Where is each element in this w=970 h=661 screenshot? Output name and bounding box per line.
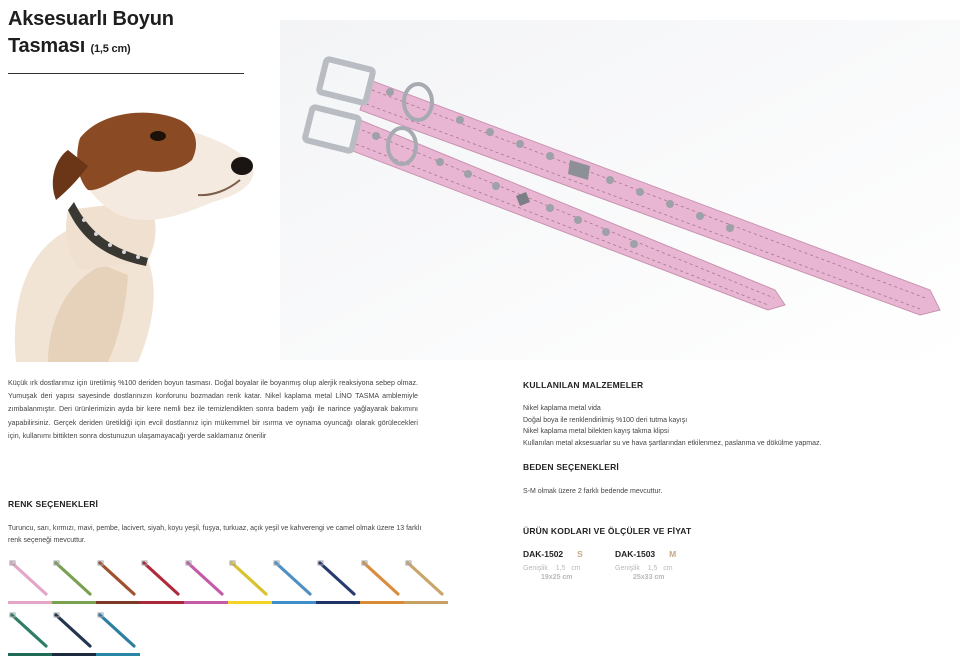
mini-collar-icon xyxy=(52,610,96,652)
width-label: Genişlik xyxy=(615,565,640,572)
color-swatch xyxy=(96,558,140,604)
color-bar xyxy=(52,653,96,656)
sizes-text: S-M olmak üzere 2 farklı bedende mevcuttur. xyxy=(523,488,663,495)
color-swatch xyxy=(316,558,360,604)
product-title xyxy=(8,6,174,63)
mini-collar-icon xyxy=(52,558,96,600)
mini-collar-icon xyxy=(96,558,140,600)
colors-text: Turuncu, sarı, kırmızı, mavi, pembe, lacivert, siyah, koyu yeşil, fuşya, turkuaz, açık yeşil ve kahverengi ve camel olmak üzere 13 farklı renk seçeneği mevcuttur. xyxy=(8,525,422,544)
materials-line: Nikel kaplama metal bilekten kayış takma klipsi xyxy=(523,428,669,435)
materials-heading: KULLANILAN MALZEMELER xyxy=(523,380,644,390)
width-unit: cm xyxy=(571,565,581,572)
color-swatch xyxy=(404,558,448,604)
product-size: M xyxy=(669,549,677,559)
color-bar xyxy=(96,601,140,604)
color-bar xyxy=(140,601,184,604)
codes-heading: ÜRÜN KODLARI VE ÖLÇÜLER VE FİYAT xyxy=(523,526,692,536)
mini-collar-icon xyxy=(316,558,360,600)
width-value: 1,5 xyxy=(647,565,658,572)
colors-heading: RENK SEÇENEKLERİ xyxy=(8,499,99,509)
width-label: Genişlik xyxy=(523,565,548,572)
product-title-line2: Tasması xyxy=(8,35,86,57)
materials-line: Doğal boya ile renklendirilmiş %100 deri tutma kayışı xyxy=(523,416,688,424)
title-divider xyxy=(8,73,244,74)
color-bar xyxy=(8,653,52,656)
product-title-line1: Aksesuarlı Boyun xyxy=(8,8,174,30)
color-bar xyxy=(228,601,272,604)
color-bar xyxy=(360,601,404,604)
width-unit: cm xyxy=(663,565,673,572)
collar-product-photo xyxy=(280,20,960,360)
mini-collar-icon xyxy=(8,610,52,652)
product-code-block-s xyxy=(523,544,583,581)
mini-collar-icon xyxy=(360,558,404,600)
product-code-block-m xyxy=(615,544,676,581)
color-bar xyxy=(404,601,448,604)
color-bar xyxy=(52,601,96,604)
color-bar xyxy=(8,601,52,604)
color-bar xyxy=(316,601,360,604)
width-value: 1,5 xyxy=(555,565,566,572)
mini-collar-icon xyxy=(184,558,228,600)
mini-collar-icon xyxy=(228,558,272,600)
product-measure: 19x25 cm xyxy=(541,574,573,581)
mini-collar-icon xyxy=(404,558,448,600)
color-swatch xyxy=(140,558,184,604)
color-swatch xyxy=(8,558,52,604)
dog-photo xyxy=(8,100,258,362)
color-swatch xyxy=(184,558,228,604)
color-bar xyxy=(272,601,316,604)
materials-line: Kullanılan metal aksesuarlar su ve hava şartlarından etkilenmez, paslanma ve dökülme yapmaz. xyxy=(523,439,822,447)
product-code: DAK-1503 xyxy=(615,549,656,559)
mini-collar-icon xyxy=(140,558,184,600)
color-swatch xyxy=(52,558,96,604)
product-measure: 25x33 cm xyxy=(633,574,665,581)
sizes-heading: BEDEN SEÇENEKLERİ xyxy=(523,462,619,472)
color-bar xyxy=(184,601,228,604)
color-bar xyxy=(96,653,140,656)
color-swatch xyxy=(228,558,272,604)
color-swatch xyxy=(360,558,404,604)
product-size: S xyxy=(577,549,583,559)
materials-list xyxy=(523,403,963,449)
color-swatch xyxy=(96,610,140,656)
product-code: DAK-1502 xyxy=(523,549,564,559)
mini-collar-icon xyxy=(272,558,316,600)
mini-collar-icon xyxy=(8,558,52,600)
product-title-size: (1,5 cm) xyxy=(90,43,131,55)
product-description: Küçük ırk dostlarımız için üretilmiş %100 deriden boyun tasması. Doğal boyalar ile boyanmış olup alerjik reaksiyona sebep olmaz. Yumuşak deri yapısı sayesinde dostlarınızın konforunu bozmadan renk katar. Nikel kaplama metal LİNO TASMA amblemiyle zımbalanmıştır. Deri ürünlerimizin ayda bir kere nemli bez ile temizlendikten sonra badem yağı ile narince yağlayarak bakımını yapabilirsiniz. Gerçek deriden üretildiği için evcil dostlarınız için mükemmel bir ısırma ve oynama oyuncağı olarak görülecekleri için, kullanımı bittikten sonra dostunuzun ulaşamayacağı yerde saklamanız önerilir xyxy=(8,379,418,440)
color-swatch xyxy=(52,610,96,656)
color-swatch xyxy=(272,558,316,604)
mini-collar-icon xyxy=(96,610,140,652)
materials-line: Nikel kaplama metal vida xyxy=(523,405,601,412)
color-swatch xyxy=(8,610,52,656)
